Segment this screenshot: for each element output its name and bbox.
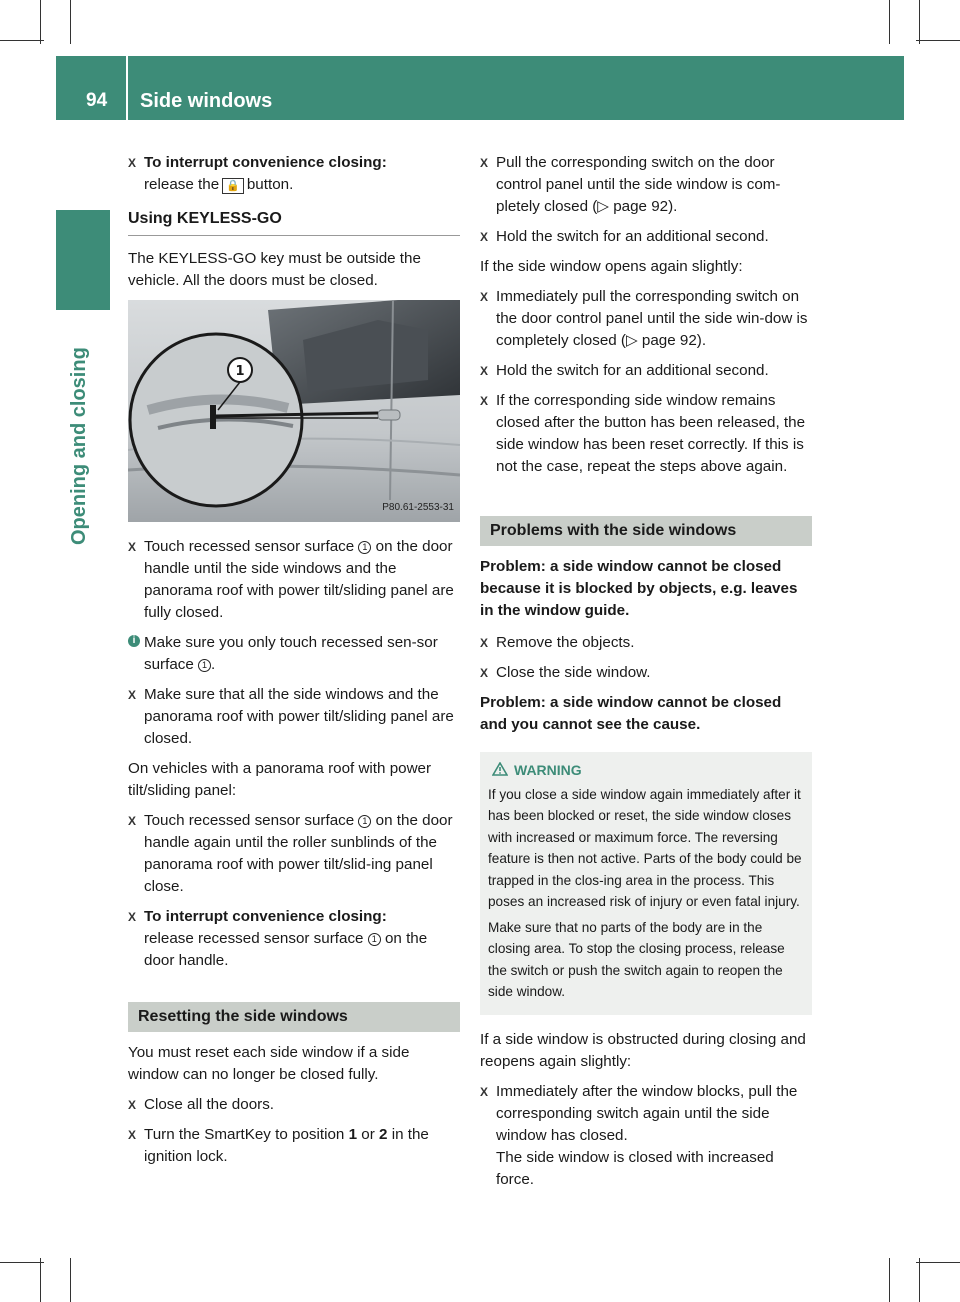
callout-ref: 1	[358, 541, 371, 554]
header-divider	[126, 56, 128, 120]
warning-heading: WARNING	[488, 760, 804, 782]
crop-mark	[916, 1262, 960, 1263]
warning-text-2: Make sure that no parts of the body are in the closing area. To stop the closing process, release the switch or push the switch again to reopen the side window.	[488, 919, 785, 999]
heading-resetting: Resetting the side windows	[128, 1002, 460, 1032]
step-remove-objects: X Remove the objects.	[480, 632, 812, 654]
step-hold-switch: X Hold the switch for an additional second.	[480, 226, 812, 248]
step-interrupt-2: X To interrupt convenience closing: release recessed sensor surface 1 on the door handle.	[128, 906, 460, 972]
warning-box	[480, 752, 812, 1015]
step-hold-again: X Hold the switch for an additional second.	[480, 360, 812, 382]
intro-paragraph: The KEYLESS-GO key must be outside the vehicle. All the doors must be closed.	[128, 250, 421, 289]
info-note: i Make sure you only touch recessed sen-sor surface 1 .	[128, 632, 460, 676]
step-pull-after-block: X Immediately after the window blocks, pull the corresponding switch again until the side window has closed. The side window is closed with increased force.	[480, 1081, 812, 1191]
step-check-closed: X Make sure that all the side windows and the panorama roof with power tilt/sliding panel are closed.	[128, 684, 460, 750]
info-icon: i	[128, 635, 140, 647]
right-column	[480, 152, 812, 1199]
car-door-illustration	[128, 300, 460, 522]
page-number: 94	[86, 90, 108, 111]
step-check-reset: X If the corresponding side window remains closed after the button has been released, the side window has been reset correctly. If this is not the case, repeat the steps above again.	[480, 390, 812, 478]
opens-again-paragraph: If the side window opens again slightly:	[480, 258, 743, 275]
crop-mark	[0, 1262, 44, 1263]
crop-mark	[40, 1258, 41, 1302]
step-pull-again: X Immediately pull the corresponding switch on the door control panel until the side win-dow is completely closed (▷ page 92).	[480, 286, 812, 352]
step-interrupt: X To interrupt convenience closing: release the 🔒 button.	[128, 152, 460, 196]
subheading-keyless-go: Using KEYLESS-GO	[128, 208, 460, 236]
problem-1: Problem: a side window cannot be closed because it is blocked by objects, e.g. leaves in the window guide.	[480, 558, 798, 619]
step-turn-key: X Turn the SmartKey to position 1 or 2 in the ignition lock.	[128, 1124, 460, 1168]
reset-paragraph: You must reset each side window if a side window can no longer be closed fully.	[128, 1044, 410, 1083]
panorama-paragraph: On vehicles with a panorama roof with power tilt/sliding panel:	[128, 760, 432, 799]
chapter-side-label: Opening and closing	[68, 347, 90, 545]
crop-mark	[70, 1258, 71, 1302]
obstructed-paragraph: If a side window is obstructed during closing and reopens again slightly:	[480, 1030, 806, 1070]
step-touch-sensor: X Touch recessed sensor surface 1 on the door handle until the side windows and the panorama roof with power tilt/sliding panel are fully closed.	[128, 536, 460, 624]
callout-ref: 1	[198, 659, 211, 672]
section-title: Side windows	[140, 90, 273, 112]
left-column	[128, 152, 460, 1176]
step-close-window: X Close the side window.	[480, 662, 812, 684]
heading-problems: Problems with the side windows	[480, 516, 812, 546]
callout-ref: 1	[358, 815, 371, 828]
callout-ref: 1	[368, 933, 381, 946]
crop-mark	[889, 0, 890, 44]
crop-mark	[40, 0, 41, 44]
warning-icon	[492, 762, 508, 776]
crop-mark	[919, 0, 920, 44]
door-handle-figure	[128, 300, 460, 522]
lock-icon: 🔒	[222, 178, 244, 194]
warning-text-1: If you close a side window again immediately after it has been blocked or reset, the side window closes with increased or maximum force. The reversing feature is then not active. Parts of the body could be trapped in the clos-ing area in the process. This poses an increased risk of injury or even fatal injury.	[488, 786, 802, 909]
crop-mark	[70, 0, 71, 44]
step-touch-sensor-again: X Touch recessed sensor surface 1 on the door handle again until the roller sunblinds of the panorama roof with power tilt/slid-ing panel close.	[128, 810, 460, 898]
crop-mark	[919, 1258, 920, 1302]
figure-code: P80.61-2553-31	[382, 502, 454, 513]
step-close-doors: X Close all the doors.	[128, 1094, 460, 1116]
problem-2: Problem: a side window cannot be closed and you cannot see the cause.	[480, 694, 782, 733]
figure-callout-1: 1	[235, 364, 245, 379]
step-pull-switch: X Pull the corresponding switch on the door control panel until the side window is com-pletely closed (▷ page 92).	[480, 152, 812, 218]
crop-mark	[889, 1258, 890, 1302]
crop-mark	[0, 40, 44, 41]
crop-mark	[916, 40, 960, 41]
